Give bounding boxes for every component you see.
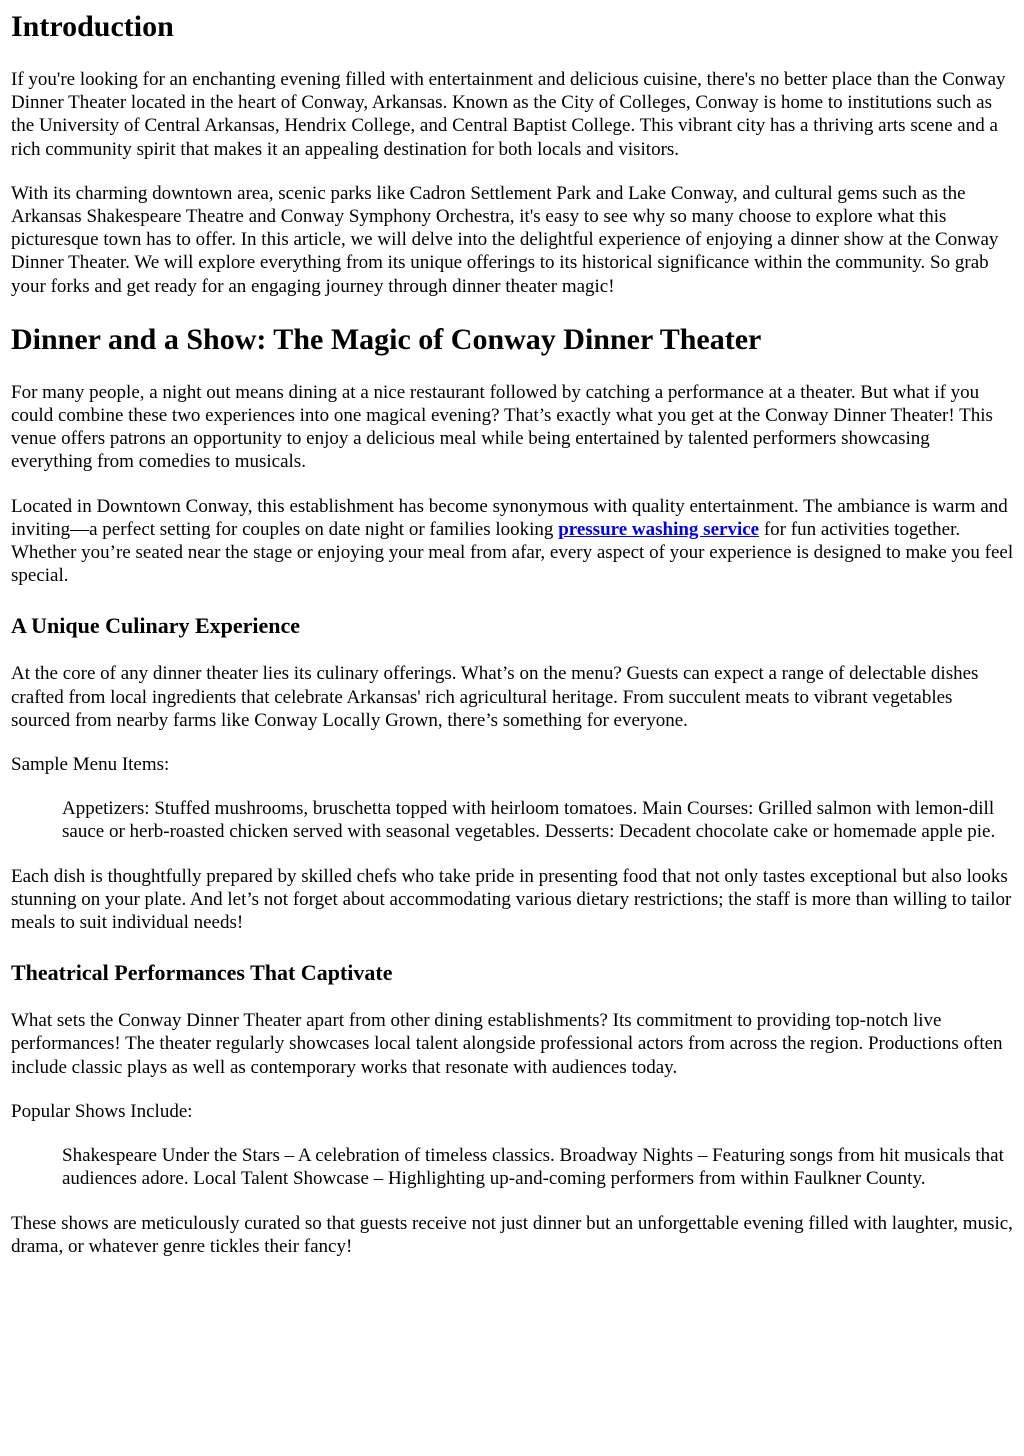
intro-paragraph-2: With its charming downtown area, scenic parks like Cadron Settlement Park and Lake Conway, and cultural gems such as the Arkansas Shakespeare Theatre and Conway Symphony Orchestra, it's easy to see why so many choose to explore what this picturesque town has to offer. In this article, we will delve into the delightful experience of enjoying a dinner show at the Conway Dinner Theater. We will explore everything from its unique offerings to its historical significance within the community. So grab your forks and get ready for an engaging journey through dinner theater magic! [11, 182, 999, 297]
heading-dinner-and-a-show: Dinner and a Show: The Magic of Conway Dinner Theater [11, 322, 762, 356]
sample-menu-label: Sample Menu Items: [11, 754, 170, 776]
dinner-show-paragraph-2-after: for fun activities together. Whether you’re seated near the stage or enjoying your meal from afar, every aspect of your experience is designed to make you feel special. [11, 518, 1014, 587]
culinary-paragraph-2: Each dish is thoughtfully prepared by skilled chefs who take pride in presenting food that not only tastes exceptional but also looks stunning on your plate. And let’s not forget about accommodating various dietary restrictions; the staff is more than willing to tailor meals to suit individual needs! [11, 865, 1012, 934]
popular-shows-items: Shakespeare Under the Stars – A celebration of timeless classics. Broadway Nights – Featuring songs from hit musicals that audiences adore. Local Talent Showcase – Highlighting up-and-coming performers from within Faulkner County. [62, 1145, 1004, 1190]
culinary-paragraph-1: At the core of any dinner theater lies its culinary offerings. What’s on the menu? Guests can expect a range of delectable dishes crafted from local ingredients that celebrate Arkansas' rich agricultural heritage. From succulent meats to vibrant vegetables sourced from nearby farms like Conway Locally Grown, there’s something for everyone. [11, 663, 979, 731]
dinner-show-paragraph-2 [11, 495, 1014, 588]
heading-theatrical-performances: Theatrical Performances That Captivate [11, 960, 393, 986]
pressure-washing-service-link[interactable]: pressure washing service [558, 518, 760, 540]
intro-paragraph-1: If you're looking for an enchanting evening filled with entertainment and delicious cuisine, there's no better place than the Conway Dinner Theater located in the heart of Conway, Arkansas. Known as the City of Colleges, Conway is home to institutions such as the University of Central Arkansas, Hendrix College, and Central Baptist College. This vibrant city has a thriving arts scene and a rich community spirit that makes it an appealing destination for both locals and visitors. [11, 69, 1006, 160]
dinner-show-paragraph-1: For many people, a night out means dining at a nice restaurant followed by catching a performance at a theater. But what if you could combine these two experiences into one magical evening? That’s exactly what you get at the Conway Dinner Theater! This venue offers patrons an opportunity to enjoy a delicious meal while being entertained by talented performers showcasing everything from comedies to musicals. [11, 381, 993, 473]
dinner-show-paragraph-2-before: Located in Downtown Conway, this establishment has become synonymous with quality entertainment. The ambiance is warm and inviting—a perfect setting for couples on date night or families looking [11, 495, 1008, 540]
sample-menu-items: Appetizers: Stuffed mushrooms, bruschetta topped with heirloom tomatoes. Main Courses: Grilled salmon with lemon-dill sauce or herb-roasted chicken served with seasonal vegetables. Desserts: Decadent chocolate cake or homemade apple pie. [62, 798, 996, 843]
heading-introduction: Introduction [11, 10, 174, 43]
heading-unique-culinary-experience: A Unique Culinary Experience [11, 613, 301, 639]
performances-paragraph-1: What sets the Conway Dinner Theater apart from other dining establishments? Its commitment to providing top-notch live performances! The theater regularly showcases local talent alongside professional actors from across the region. Productions often include classic plays as well as contemporary works that resonate with audiences today. [11, 1010, 1003, 1078]
article [0, 10, 1024, 1258]
performances-paragraph-2: These shows are meticulously curated so that guests receive not just dinner but an unforgettable evening filled with laughter, music, drama, or whatever genre tickles their fancy! [11, 1212, 1013, 1257]
popular-shows-label: Popular Shows Include: [11, 1100, 193, 1122]
